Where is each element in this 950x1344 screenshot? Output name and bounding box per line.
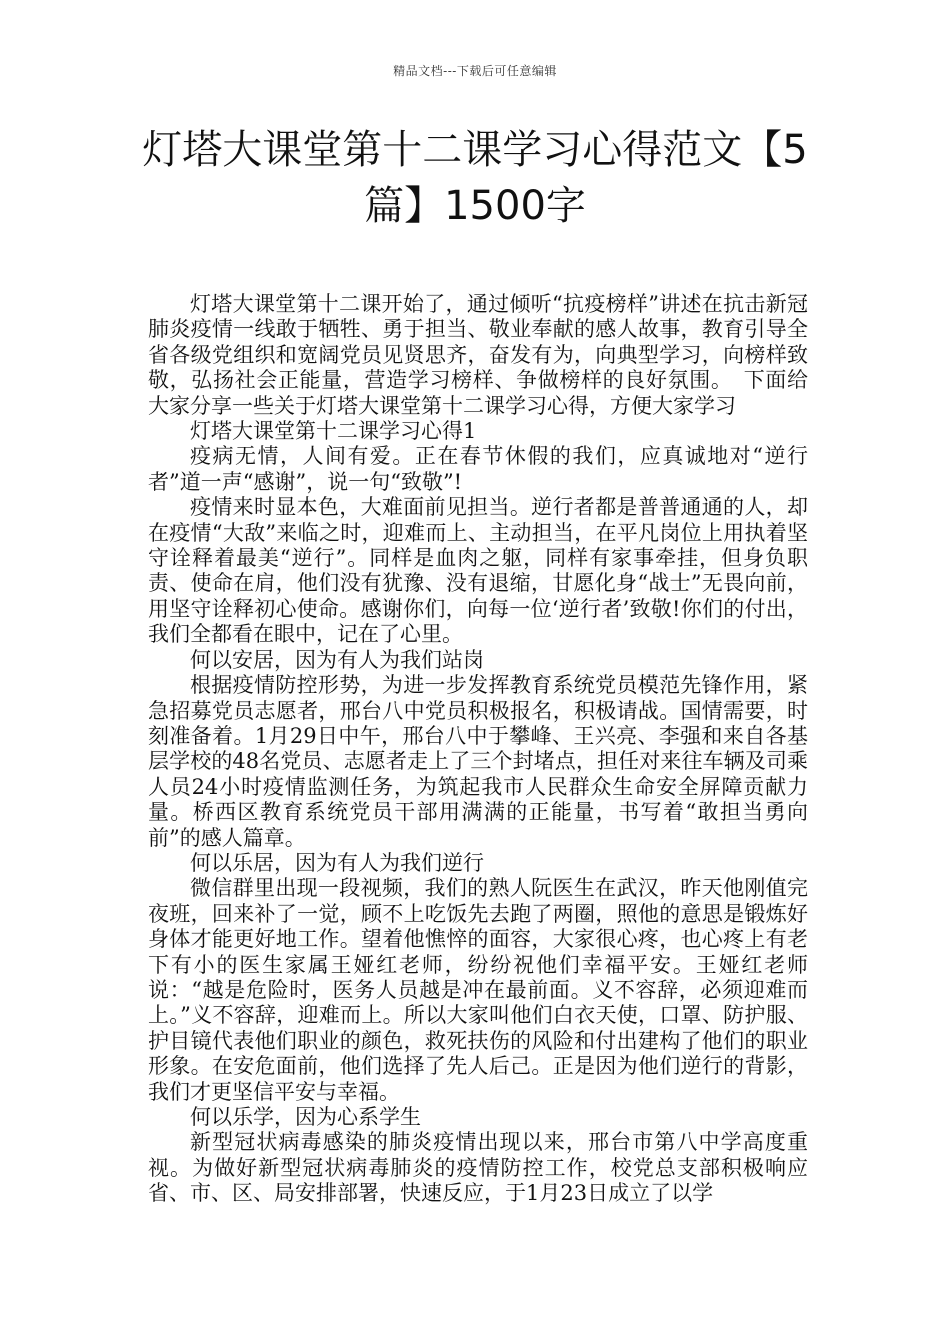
- paragraph: 疫情来时显本色，大难面前见担当。逆行者都是普普通通的人，却在疫情“大敌”来临之时，迎难而上、主动担当，在平凡岗位上用执着坚守诠释着最美“逆行”。同样是血肉之躯，同样有家事牵挂，但身负职责、使命在肩，他们没有犹豫、没有退缩，甘愿化身“战士”无畏向前，用坚守诠释初心使命。感谢你们，向每一位‘逆行者’致敬!你们的付出，我们全都看在眼中，记在了心里。: [148, 495, 808, 647]
- document-body: [148, 292, 808, 1207]
- paragraph: 新型冠状病毒感染的肺炎疫情出现以来，邢台市第八中学高度重视。为做好新型冠状病毒肺炎的疫情防控工作，校党总支部积极响应省、市、区、局安排部署，快速反应，于1月23日成立了以学: [148, 1130, 808, 1206]
- section-heading: 灯塔大课堂第十二课学习心得1: [190, 419, 477, 444]
- paragraph: 灯塔大课堂第十二课开始了，通过倾听“抗疫榜样”讲述在抗击新冠肺炎疫情一线敢于牺牲、勇于担当、敬业奉献的感人故事，教育引导全省各级党组织和宽阔党员见贤思齐，奋发有为，向典型学习，向榜样致敬，弘扬社会正能量，营造学习榜样、争做榜样的良好氛围。 下面给大家分享一些关于灯塔大课堂第十二课学习心得，方便大家学习: [148, 292, 808, 418]
- paragraph: 疫病无情，人间有爱。正在春节休假的我们，应真诚地对“逆行者”道一声“感谢”，说一句“致敬”!: [148, 444, 808, 494]
- paragraph: 根据疫情防控形势，为进一步发挥教育系统党员模范先锋作用，紧急招募党员志愿者，邢台八中党员积极报名，积极请战。国情需要，时刻准备着。1月29日中午，邢台八中于攀峰、王兴亮、李强和来自各基层学校的48名党员、志愿者走上了三个封堵点，担任对来往车辆及司乘人员24小时疫情监测任务，为筑起我市人民群众生命安全屏障贡献力量。桥西区教育系统党员干部用满满的正能量，书写着“敢担当勇向前”的感人篇章。: [148, 673, 808, 850]
- subheading: 何以乐居，因为有人为我们逆行: [190, 850, 484, 875]
- header-note: 精品文档---下载后可任意编辑: [393, 64, 557, 78]
- paragraph: 微信群里出现一段视频，我们的熟人阮医生在武汉，昨天他刚值完夜班，回来补了一觉，顾不上吃饭先去跑了两圈，照他的意思是锻炼好身体才能更好地工作。望着他憔悴的面容，大家很心疼，也心疼上有老下有小的医生家属王娅红老师，纷纷祝他们幸福平安。王娅红老师说：“越是危险时，医务人员越是冲在最前面。义不容辞，必须迎难而上。”义不容辞，迎难而上。所以大家叫他们白衣天使，口罩、防护服、护目镜代表他们职业的颜色，救死扶伤的风险和付出建构了他们的职业形象。在安危面前，他们选择了先人后己。正是因为他们逆行的背影，我们才更坚信平安与幸福。: [148, 876, 808, 1104]
- subheading: 何以安居，因为有人为我们站岗: [190, 647, 484, 672]
- document-title: 灯塔大课堂第十二课学习心得范文【5篇】1500字: [142, 127, 808, 229]
- subheading: 何以乐学，因为心系学生: [190, 1105, 421, 1129]
